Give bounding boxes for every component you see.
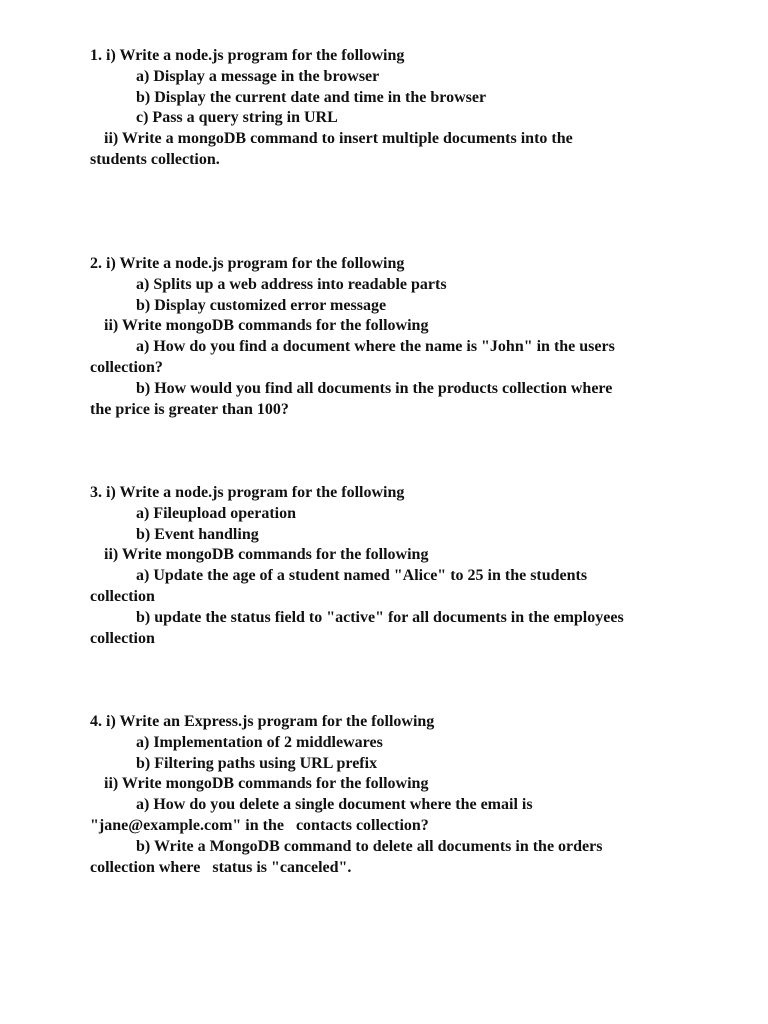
- question-3-line: collection: [90, 629, 155, 647]
- question-4-line: b) Write a MongoDB command to delete all documents in the orders: [136, 837, 603, 855]
- question-1: [90, 46, 690, 171]
- question-1-line: 1. i) Write a node.js program for the following: [90, 47, 405, 64]
- question-4-line: a) Implementation of 2 middlewares: [136, 733, 383, 751]
- question-4-line: collection where status is "canceled".: [90, 858, 352, 876]
- question-3-line: a) Fileupload operation: [136, 504, 297, 522]
- question-1-line: students collection.: [90, 150, 220, 168]
- question-1-line: a) Display a message in the browser: [136, 67, 380, 85]
- question-1-line: b) Display the current date and time in the browser: [136, 88, 487, 106]
- question-3-line: collection: [90, 587, 155, 605]
- question-1-line: ii) Write a mongoDB command to insert multiple documents into the: [104, 130, 573, 148]
- question-4-line: 4. i) Write an Express.js program for the following: [90, 713, 435, 730]
- question-3-line: b) update the status field to "active" for all documents in the employees: [136, 608, 624, 626]
- question-4-line: ii) Write mongoDB commands for the following: [104, 775, 429, 793]
- question-4-line: a) How do you delete a single document where the email is: [136, 796, 533, 814]
- question-2-line: b) Display customized error message: [136, 296, 387, 314]
- question-3-line: ii) Write mongoDB commands for the following: [104, 546, 429, 564]
- question-3: [90, 483, 690, 649]
- question-2-line: collection?: [90, 358, 163, 376]
- question-2-line: a) How do you find a document where the name is "John" in the users: [136, 338, 615, 356]
- question-4: [90, 712, 690, 878]
- question-4-line: b) Filtering paths using URL prefix: [136, 754, 378, 772]
- question-2-line: a) Splits up a web address into readable parts: [136, 275, 447, 293]
- question-3-line: a) Update the age of a student named "Alice" to 25 in the students: [136, 567, 588, 585]
- question-3-line: b) Event handling: [136, 525, 259, 543]
- question-2-line: 2. i) Write a node.js program for the following: [90, 255, 405, 272]
- question-1-line: c) Pass a query string in URL: [136, 109, 338, 127]
- question-2-line: the price is greater than 100?: [90, 400, 289, 418]
- question-2-line: ii) Write mongoDB commands for the following: [104, 317, 429, 335]
- question-4-line: "jane@example.com" in the contacts collection?: [90, 816, 429, 834]
- question-3-line: 3. i) Write a node.js program for the following: [90, 484, 405, 501]
- question-2-line: b) How would you find all documents in the products collection where: [136, 379, 613, 397]
- question-2: [90, 254, 690, 420]
